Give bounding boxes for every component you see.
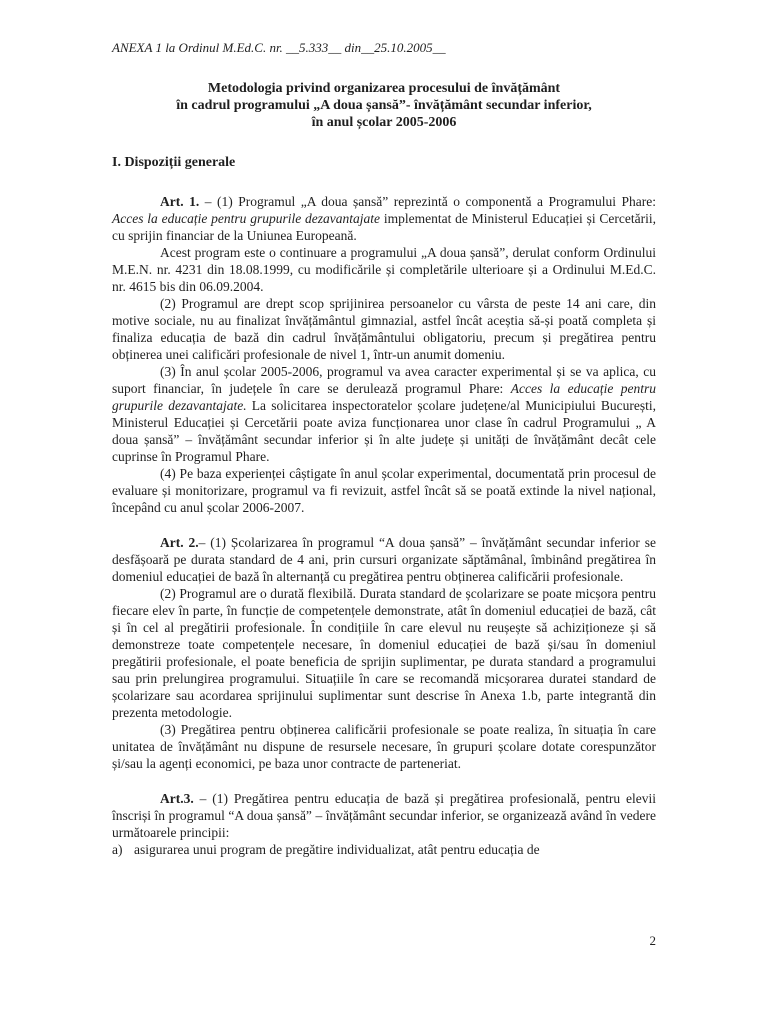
art1-label: Art. 1. xyxy=(160,194,200,209)
title-line-1: Metodologia privind organizarea procesului de învățământ xyxy=(207,81,561,96)
art1-p4-text-b: La solicitarea inspectoratelor școlare județene/al Municipiului București, Ministerul Educației și Cercetării poate aviza funcționarea unor clase în cadrul Programului „ A doua șansă” – învățământ secundar inferior și în alte județe și unități de învățământ decât cele cuprinse în Programul Phare. xyxy=(112,398,657,464)
art2-paragraph-1 xyxy=(112,534,656,585)
art1-p4-text-a: (3) În anul școlar 2005-2006, programul va avea caracter experimental și se va aplica, cu suport financiar, în județele în care se derulează programul Phare: xyxy=(112,364,656,396)
art1-paragraph-3: (2) Programul are drept scop sprijinirea persoanelor cu vârsta de peste 14 ani care, din motive sociale, nu au finalizat învățământul gimnazial, astfel încât aceștia să-și poată completa și finaliza educația de bază din cadrul învățământului obligatoriu, precum și pregătirea pentru obținerea unei calificări profesionale de nivel 1, într-un anumit domeniu. xyxy=(112,296,656,362)
art1-p1-text-a: – (1) Programul „A doua șansă” reprezintă o componentă a Programului Phare: xyxy=(199,194,656,209)
article-2 xyxy=(112,534,656,772)
document-header: ANEXA 1 la Ordinul M.Ed.C. nr. __5.333__ din__25.10.2005__ xyxy=(112,40,446,55)
article-3 xyxy=(112,790,656,858)
art2-p1-text: – (1) Școlarizarea în programul “A doua șansă” – învățământ secundar inferior se desfășoară pe durata standard de 4 ani, prin cursuri organizate săptămânal, îmbinând pregătirea în domeniul educației de bază în alternanță cu pregătirea pentru obținerea calificării profesionale. xyxy=(112,535,656,584)
page-number: 2 xyxy=(649,933,656,948)
art1-paragraph-1 xyxy=(112,193,656,244)
art1-paragraph-4 xyxy=(112,363,656,465)
list-marker: a) xyxy=(112,842,123,857)
section-title: I. Dispoziții generale xyxy=(112,155,236,170)
title-line-3: în anul școlar 2005-2006 xyxy=(311,115,457,130)
art3-label: Art.3. xyxy=(160,791,194,806)
art2-label: Art. 2. xyxy=(160,535,199,550)
art1-p4-emphasis: Acces la educație pentru grupurile dezavantajate. xyxy=(112,381,656,413)
art2-paragraph-2: (2) Programul are o durată flexibilă. Durata standard de școlarizare se poate micșora pentru fiecare elev în parte, în funcție de competențele demonstrate, atât în domeniul educației de bază, cât și în cel al pregătirii profesionale. În condițiile în care elevul nu reușește să achiziționeze și să demonstreze toate competențele necesare, în domeniul educației de bază și/sau în domeniul pregătirii profesionale, el poate beneficia de sprijin suplimentar, pe durata standard a programului sau prin prelungirea programului. Situațiile în care se recomandă micșorarea duratei standard de școlarizare sau acordarea sprijinului suplimentar sunt descrise în Anexa 1.b, parte integrantă din prezenta metodologie. xyxy=(112,586,656,720)
art1-p1-text-b: implementat de Ministerul Educației și Cercetării, cu sprijin financiar de la Uniunea Europeană. xyxy=(112,211,656,243)
art3-paragraph-1 xyxy=(112,790,656,841)
art3-list-item-a xyxy=(112,841,656,858)
art1-p1-emphasis: Acces la educație pentru grupurile dezavantajate xyxy=(112,211,381,226)
art3-item-a-text: asigurarea unui program de pregătire individualizat, atât pentru educația de xyxy=(134,842,540,857)
article-1 xyxy=(112,193,656,516)
art1-paragraph-2: Acest program este o continuare a programului „A doua șansă”, derulat conform Ordinului M.E.N. nr. 4231 din 18.08.1999, cu modificările și completările ulterioare și a Ordinului M.Ed.C. nr. 4615 bis din 06.09.2004. xyxy=(112,245,656,294)
art3-p1-text: – (1) Pregătirea pentru educația de bază și pregătirea profesională, pentru elevii înscriși în programul “A doua șansă” – învățământ secundar inferior, se organizează având în vedere următoarele principii: xyxy=(112,791,656,840)
title-line-2: în cadrul programului „A doua șansă”- învățământ secundar inferior, xyxy=(176,98,592,113)
art2-paragraph-3: (3) Pregătirea pentru obținerea calificării profesionale se poate realiza, în situația în care unitatea de învățământ nu dispune de resursele necesare, în grupuri școlare dotate corespunzător și/sau la agenți economici, pe baza unor contracte de parteneriat. xyxy=(112,722,656,771)
document-title xyxy=(112,80,656,131)
art1-paragraph-5: (4) Pe baza experienței câștigate în anul școlar experimental, documentată prin procesul de evaluare și monitorizare, programul va fi revizuit, astfel încât să se poată extinde la nivel național, începând cu anul școlar 2006-2007. xyxy=(112,466,656,515)
